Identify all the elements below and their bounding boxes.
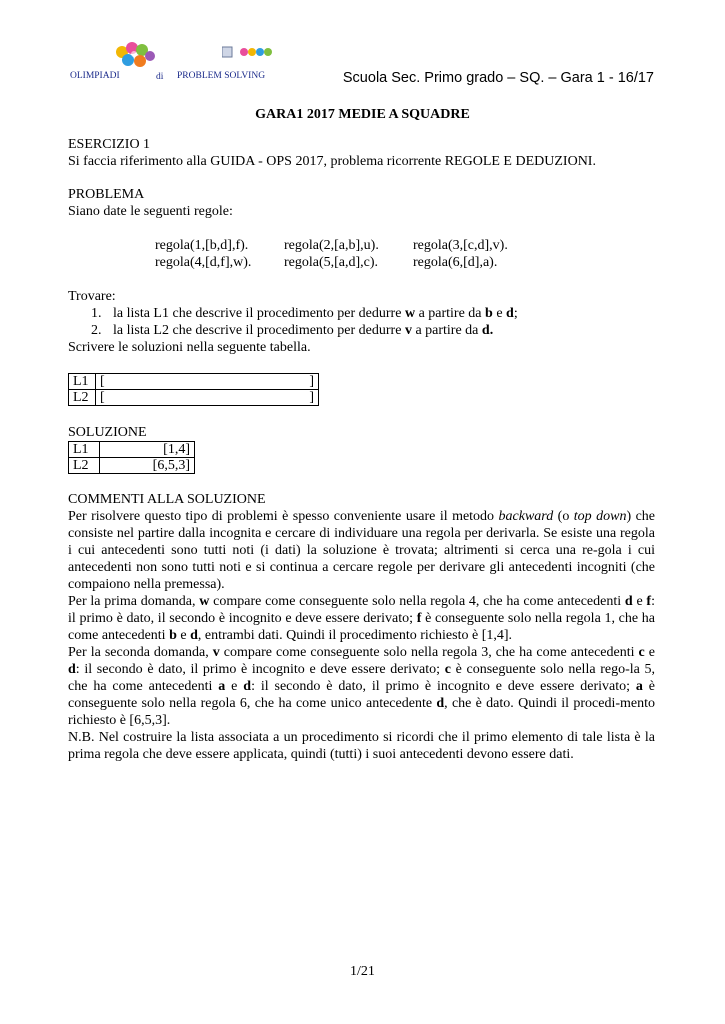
puzzle-brain-icon — [110, 38, 170, 72]
question-1-number: 1. — [91, 306, 102, 321]
page-title: GARA1 2017 MEDIE A SQUADRE — [255, 107, 470, 122]
rule-6: regola(6,[d],a). — [413, 255, 498, 270]
solution-value-l1: [1,4] — [100, 442, 195, 458]
answer-cell-l2[interactable]: [ ] — [96, 390, 319, 406]
solution-heading: SOLUZIONE — [68, 425, 147, 440]
table-row — [69, 458, 195, 474]
logo-text-olimpiadi: OLIMPIADI — [70, 71, 120, 81]
page-number: 1/21 — [350, 964, 375, 979]
answer-label-l2: L2 — [69, 390, 96, 406]
logo-text-problem-solving: PROBLEM SOLVING — [177, 71, 266, 81]
answer-table — [68, 373, 319, 406]
question-1: la lista L1 che descrive il procedimento per dedurre w a partire da b e d; — [113, 306, 518, 321]
find-label: Trovare: — [68, 289, 116, 304]
problem-heading: PROBLEMA — [68, 187, 145, 202]
table-row — [69, 390, 319, 406]
rule-4: regola(4,[d,f],w). — [155, 255, 252, 270]
school-header: Scuola Sec. Primo grado – SQ. – Gara 1 - 16/17 — [342, 70, 654, 86]
comment-paragraph-1: Per risolvere questo tipo di problemi è spesso conveniente usare il metodo backward (o top down) che consiste nel partire dalla incognita e cercare di individuare una regola per derivarla. Se esiste una regola i cui antecedenti sono tutti noti (i dati) la soluzione è trovata; altrimenti si cerca una re-gola i cui antecedenti non sono tutti noti e si continua a cercare regole per derivare gli antecedenti incogniti (che compaiono nella premessa). — [68, 509, 656, 592]
problem-intro: Siano date le seguenti regole: — [68, 204, 233, 219]
olympiad-logo — [70, 38, 280, 88]
table-row — [69, 374, 319, 390]
solution-label-l1: L1 — [69, 442, 100, 458]
rule-2: regola(2,[a,b],u). — [284, 238, 379, 253]
logo-text-di: di — [156, 72, 164, 82]
exercise-heading: ESERCIZIO 1 — [68, 137, 151, 152]
comment-paragraph-2: Per la prima domanda, w compare come conseguente solo nella regola 4, che ha come antecedenti d e f: il primo è dato, il secondo è incognito e deve essere derivato; f è conseguente solo nella regola 1, che ha come antecedenti b e d, entrambi dati. Quindi il procedimento richiesto è [1,4]. — [68, 594, 656, 643]
exercise-reference: Si faccia riferimento alla GUIDA - OPS 2017, problema ricorrente REGOLE E DEDUZIONI. — [68, 154, 596, 169]
emblem-icon — [222, 46, 282, 60]
rule-1: regola(1,[b,d],f). — [155, 238, 249, 253]
question-2: la lista L2 che descrive il procedimento per dedurre v a partire da d. — [113, 323, 494, 338]
answer-label-l1: L1 — [69, 374, 96, 390]
answer-cell-l1[interactable]: [ ] — [96, 374, 319, 390]
solution-label-l2: L2 — [69, 458, 100, 474]
rule-3: regola(3,[c,d],v). — [413, 238, 508, 253]
comment-paragraph-4: N.B. Nel costruire la lista associata a un procedimento si ricordi che il primo elemento di tale lista è la prima regola che deve essere applicata, quindi (tutti) i suoi antecedenti devono essere dati. — [68, 730, 655, 762]
question-2-number: 2. — [91, 323, 102, 338]
rule-5: regola(5,[a,d],c). — [284, 255, 379, 270]
solution-table — [68, 441, 195, 474]
solution-value-l2: [6,5,3] — [100, 458, 195, 474]
comments-heading: COMMENTI ALLA SOLUZIONE — [68, 492, 266, 507]
table-row — [69, 442, 195, 458]
write-instruction: Scrivere le soluzioni nella seguente tabella. — [68, 340, 311, 355]
comment-paragraph-3: Per la seconda domanda, v compare come conseguente solo nella regola 3, che ha come antecedenti c e d: il secondo è dato, il primo è incognito e deve essere derivato; c è conseguente solo nella rego-la 5, che ha come antecedenti a e d: il secondo è dato, il primo è incognito e deve essere derivato; a è conseguente solo nella regola 6, che ha come unico antecedente d, che è dato. Quindi il procedi-mento richiesto è [6,5,3]. — [68, 645, 656, 728]
